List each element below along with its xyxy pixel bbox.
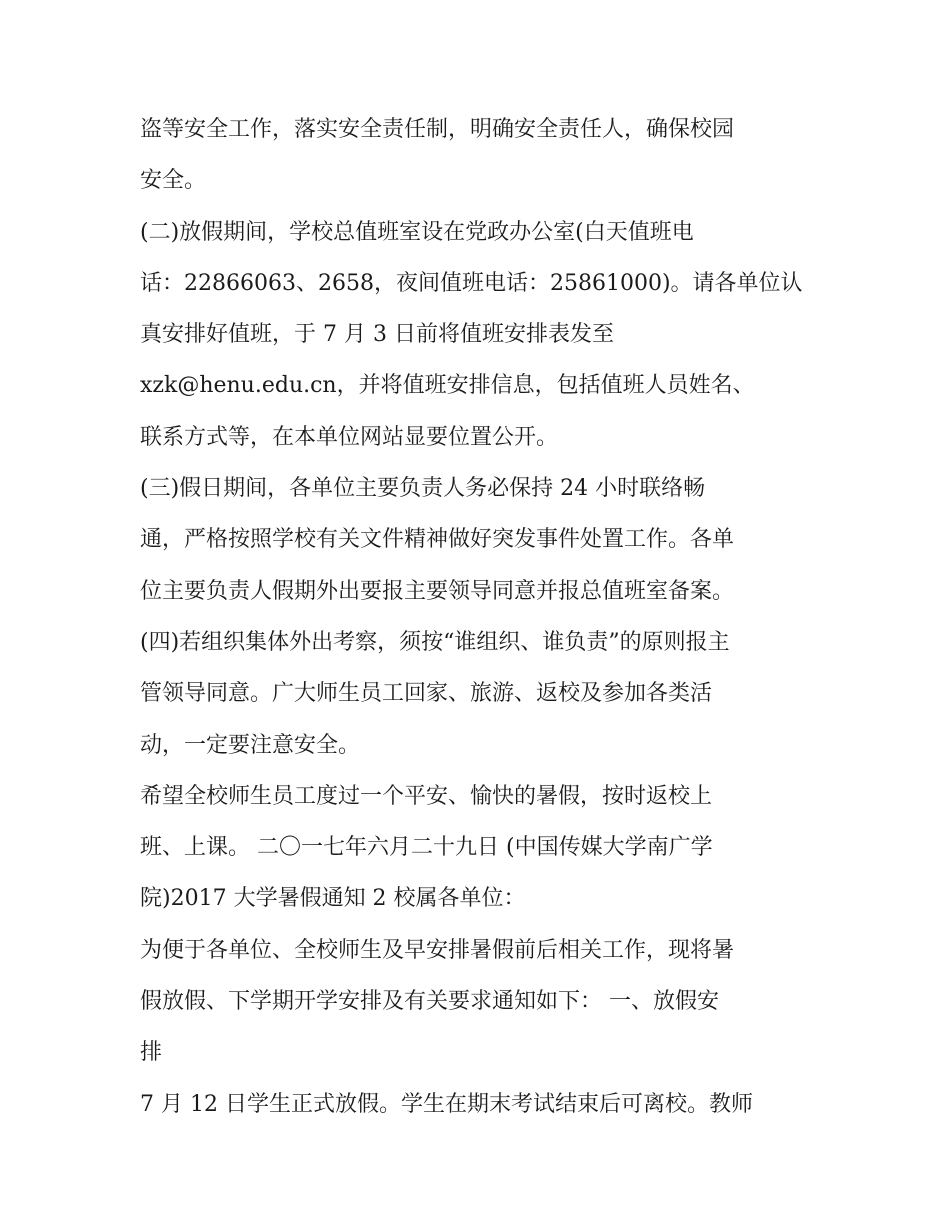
text-line: (三)假日期间，各单位主要负责人务必保持 24 小时联络畅: [140, 476, 706, 502]
text-line: 希望全校师生员工度过一个平安、愉快的暑假，按时返校上: [140, 783, 713, 809]
text-line: (二)放假期间，学校总值班室设在党政办公室(白天值班电: [140, 219, 694, 245]
text-line: 假放假、下学期开学安排及有关要求通知如下： 一、放假安: [140, 989, 719, 1015]
text-line: 安全。: [140, 168, 207, 194]
text-line: 排: [140, 1040, 163, 1066]
text-line: 话：22866063、2658，夜间值班电话：25861000)。请各单位认: [140, 270, 803, 296]
text-line: 管领导同意。广大师生员工回家、旅游、返校及参加各类活: [140, 681, 713, 707]
text-line: 位主要负责人假期外出要报主要领导同意并报总值班室备案。: [140, 578, 735, 604]
text-line: 班、上课。 二〇一七年六月二十九日 (中国传媒大学南广学: [140, 835, 713, 861]
text-line: (四)若组织集体外出考察，须按“谁组织、谁负责”的原则报主: [140, 629, 730, 655]
text-line: 盗等安全工作，落实安全责任制，明确安全责任人，确保校园: [140, 117, 735, 142]
document-body: [140, 104, 830, 1130]
text-line: 动，一定要注意安全。: [140, 732, 361, 758]
text-line: 联系方式等，在本单位网站显要位置公开。: [140, 424, 559, 450]
text-line: 院)2017 大学暑假通知 2 校属各单位：: [140, 886, 526, 912]
text-line: 通，严格按照学校有关文件精神做好突发事件处置工作。各单: [140, 527, 735, 553]
text-line: 7 月 12 日学生正式放假。学生在期末考试结束后可离校。教师: [140, 1091, 753, 1117]
text-line: 真安排好值班，于 7 月 3 日前将值班安排表发至: [140, 322, 614, 348]
text-line: xzk@henu.edu.cn，并将值班安排信息，包括值班人员姓名、: [140, 373, 755, 399]
text-line: 为便于各单位、全校师生及早安排暑假前后相关工作，现将暑: [140, 937, 735, 963]
